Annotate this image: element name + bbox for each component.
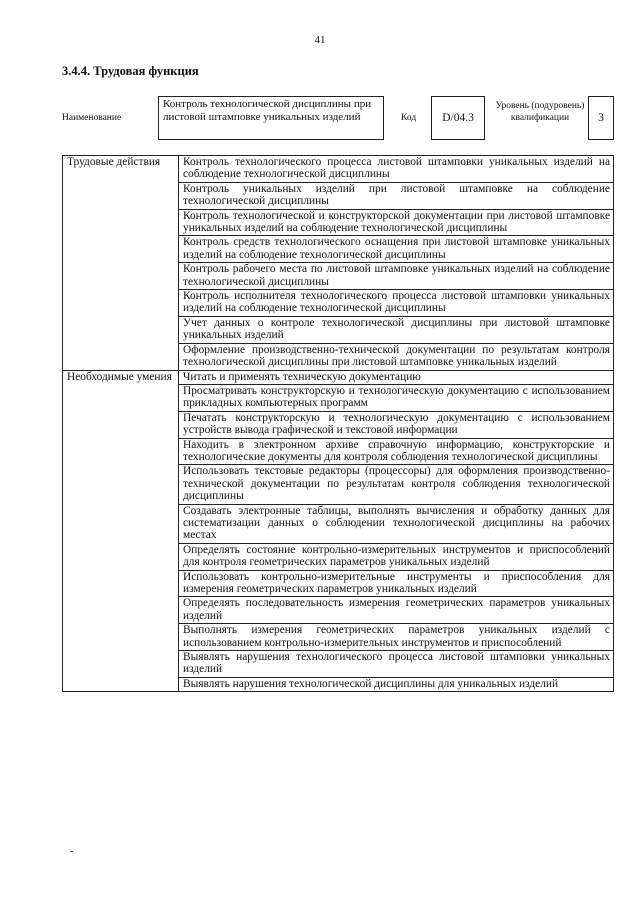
section-heading: 3.4.4. Трудовая функция [62,64,199,78]
code-label: Код [401,113,417,123]
table-cell-item: Использовать контрольно-измерительные инструменты и приспособления для измерения геометрических параметров уникальных изделий [179,570,614,597]
table-cell-item: Использовать текстовые редакторы (процессоры) для оформления производственно-технической документации по результатам контроля соблюдения технологической дисциплины [179,465,614,504]
table-cell-item: Контроль технологического процесса листовой штамповки уникальных изделий на соблюдение технологической дисциплины [179,156,614,183]
name-label: Наименование [62,113,122,123]
table-cell-item: Контроль технологической и конструкторской документации при листовой штамповке уникальных изделий на соблюдение технологической дисциплины [179,209,614,236]
table-cell-item: Просматривать конструкторскую и технологическую документацию с использованием прикладных компьютерных программ [179,384,614,411]
table-cell-item: Создавать электронные таблицы, выполнять вычисления и обработку данных для систематизации данных о соблюдении технологической дисциплины на рабочих местах [179,504,614,543]
code-value: D/04.3 [431,96,485,140]
table-cell-item: Находить в электронном архиве справочную информацию, конструкторские и технологические документы для контроля соблюдения технологической дисциплины [179,438,614,465]
table-cell-item: Контроль исполнителя технологического процесса листовой штамповки уникальных изделий на соблюдение технологической дисциплины [179,290,614,317]
function-header [62,96,614,142]
row-category-label: Необходимые умения [63,370,179,692]
table-cell-item: Печатать конструкторскую и технологическую документацию с использованием устройств вывода графической и текстовой информации [179,411,614,438]
table-cell-item: Определять состояние контрольно-измерительных инструментов и приспособлений для контроля геометрических параметров уникальных изделий [179,543,614,570]
table-cell-item: Контроль уникальных изделий при листовой штамповке на соблюдение технологической дисциплины [179,182,614,209]
table-cell-item: Контроль средств технологического оснащения при листовой штамповке уникальных изделий на соблюдение технологической дисциплины [179,236,614,263]
table-cell-item: Выявлять нарушения технологической дисциплины для уникальных изделий [179,677,614,691]
table-cell-item: Контроль рабочего места по листовой штамповке уникальных изделий на соблюдение технологической дисциплины [179,263,614,290]
name-value: Контроль технологической дисциплины при листовой штамповке уникальных изделий [158,96,384,140]
table-row [63,156,614,183]
table-cell-item: Определять последовательность измерения геометрических параметров уникальных изделий [179,597,614,624]
table-row [63,370,614,384]
level-label: Уровень (подуровень) квалификации [495,101,585,123]
level-value: 3 [588,96,614,140]
footer-mark: - [70,846,74,857]
function-table [62,155,614,692]
table-cell-item: Читать и применять техническую документацию [179,370,614,384]
table-cell-item: Выявлять нарушения технологического процесса листовой штамповки уникальных изделий [179,651,614,678]
page-number: 41 [314,34,326,46]
table-cell-item: Выполнять измерения геометрических параметров уникальных изделий с использованием контрольно-измерительных инструментов и приспособлений [179,624,614,651]
row-category-label: Трудовые действия [63,156,179,371]
table-cell-item: Оформление производственно-технической документации по результатам контроля технологической дисциплины при листовой штамповке уникальных изделий [179,343,614,370]
table-cell-item: Учет данных о контроле технологической дисциплины при листовой штамповке уникальных изделий [179,316,614,343]
